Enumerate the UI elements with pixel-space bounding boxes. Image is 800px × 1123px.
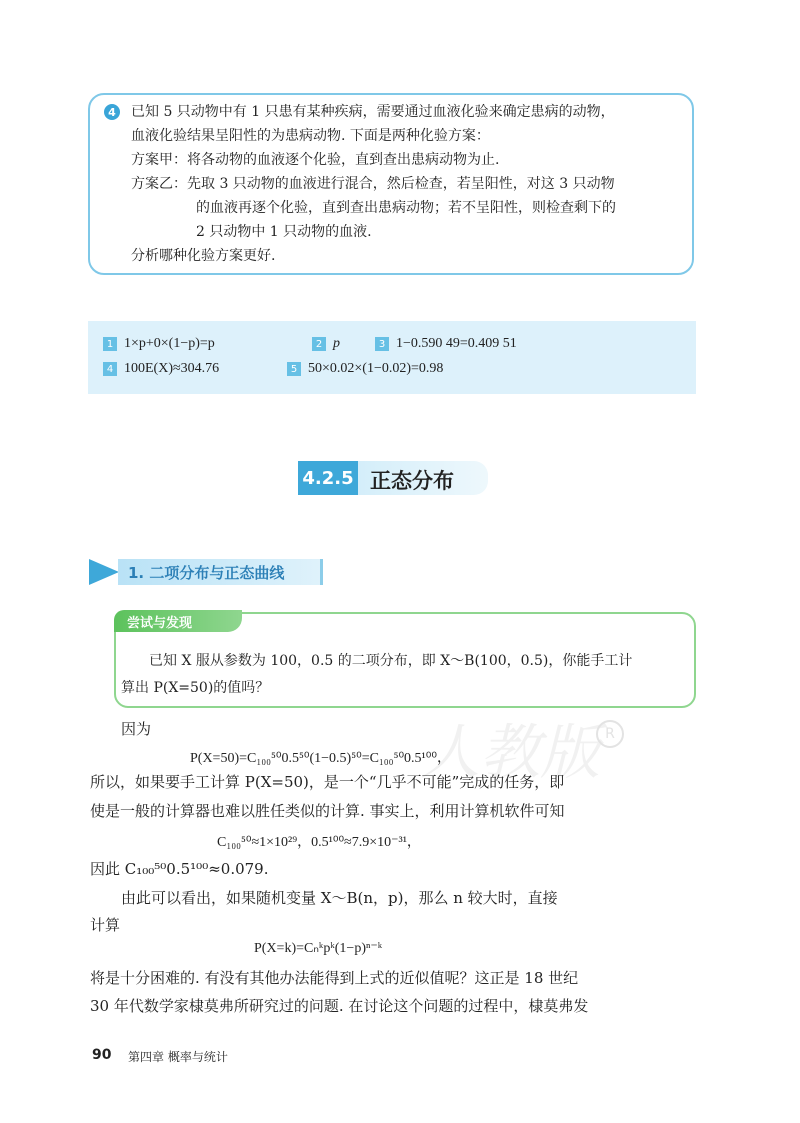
answer-text: p <box>333 336 340 351</box>
answer-number: 1 <box>103 337 117 351</box>
answer-text: 1×p+0×(1−p)=p <box>124 336 215 351</box>
exercise-line: 血液化验结果呈阳性的为患病动物. 下面是两种化验方案： <box>131 128 490 144</box>
exercise-line: 方案乙：先取 3 只动物的血液进行混合，然后检查，若呈阳性，对这 3 只动物 <box>131 176 615 192</box>
answers-box <box>88 321 696 394</box>
body-text: 30 年代数学家棣莫弗所研究过的问题. 在讨论这个问题的过程中，棣莫弗发 <box>90 997 589 1015</box>
body-text: 因为 <box>121 720 152 738</box>
section-title: 正态分布 <box>370 469 454 493</box>
body-text: 因此 C₁₀₀⁵⁰0.5¹⁰⁰≈0.079. <box>90 860 269 878</box>
exercise-line: 分析哪种化验方案更好. <box>131 248 276 264</box>
exercise-line: 2 只动物中 1 只动物的血液. <box>196 224 372 240</box>
formula-3: P(X=k)=Cₙᵏpᵏ(1−p)ⁿ⁻ᵏ <box>254 941 383 956</box>
body-text: 使是一般的计算器也难以胜任类似的计算. 事实上，利用计算机软件可知 <box>90 802 565 820</box>
body-text: 计算 <box>90 916 121 934</box>
answer-number: 4 <box>103 362 117 376</box>
answer-number: 2 <box>312 337 326 351</box>
exercise-number-badge: 4 <box>104 104 120 120</box>
exercise-line: 的血液再逐个化验，直到查出患病动物；若不呈阳性，则检查剩下的 <box>196 200 616 216</box>
page-number: 90 <box>92 1047 112 1063</box>
exercise-line: 方案甲：将各动物的血液逐个化验，直到查出患病动物为止. <box>131 152 500 168</box>
answer-text: 1−0.590 49=0.409 51 <box>396 336 517 351</box>
section-number: 4.2.5 <box>298 461 358 495</box>
registered-mark-icon: R <box>596 720 624 748</box>
play-arrow-icon <box>89 559 119 585</box>
formula-1: P(X=50)=C₁₀₀⁵⁰0.5⁵⁰(1−0.5)⁵⁰=C₁₀₀⁵⁰0.5¹⁰⁰， <box>190 751 451 766</box>
answer-number: 5 <box>287 362 301 376</box>
subsection-title: 1. 二项分布与正态曲线 <box>128 564 285 582</box>
body-text: 由此可以看出，如果随机变量 X～B(n，p)，那么 n 较大时，直接 <box>121 889 558 907</box>
body-text: 将是十分困难的. 有没有其他办法能得到上式的近似值呢？这正是 18 世纪 <box>90 969 579 987</box>
chapter-label: 第四章 概率与统计 <box>128 1050 228 1064</box>
exercise-line: 已知 5 只动物中有 1 只患有某种疾病，需要通过血液化验来确定患病的动物， <box>131 104 615 120</box>
try-discover-line: 已知 X 服从参数为 100，0.5 的二项分布，即 X～B(100，0.5)，你能手工计 <box>149 653 633 669</box>
body-text: 所以，如果要手工计算 P(X=50)，是一个“几乎不可能”完成的任务，即 <box>90 773 565 791</box>
answer-number: 3 <box>375 337 389 351</box>
answer-text: 50×0.02×(1−0.02)=0.98 <box>308 361 444 376</box>
answer-text: 100E(X)≈304.76 <box>124 361 220 376</box>
formula-2: C₁₀₀⁵⁰≈1×10²⁹，0.5¹⁰⁰≈7.9×10⁻³¹， <box>217 835 421 850</box>
try-discover-line: 算出 P(X=50)的值吗？ <box>121 680 270 696</box>
watermark-logo: 人教版 <box>420 718 600 788</box>
try-discover-label: 尝试与发现 <box>127 616 193 631</box>
